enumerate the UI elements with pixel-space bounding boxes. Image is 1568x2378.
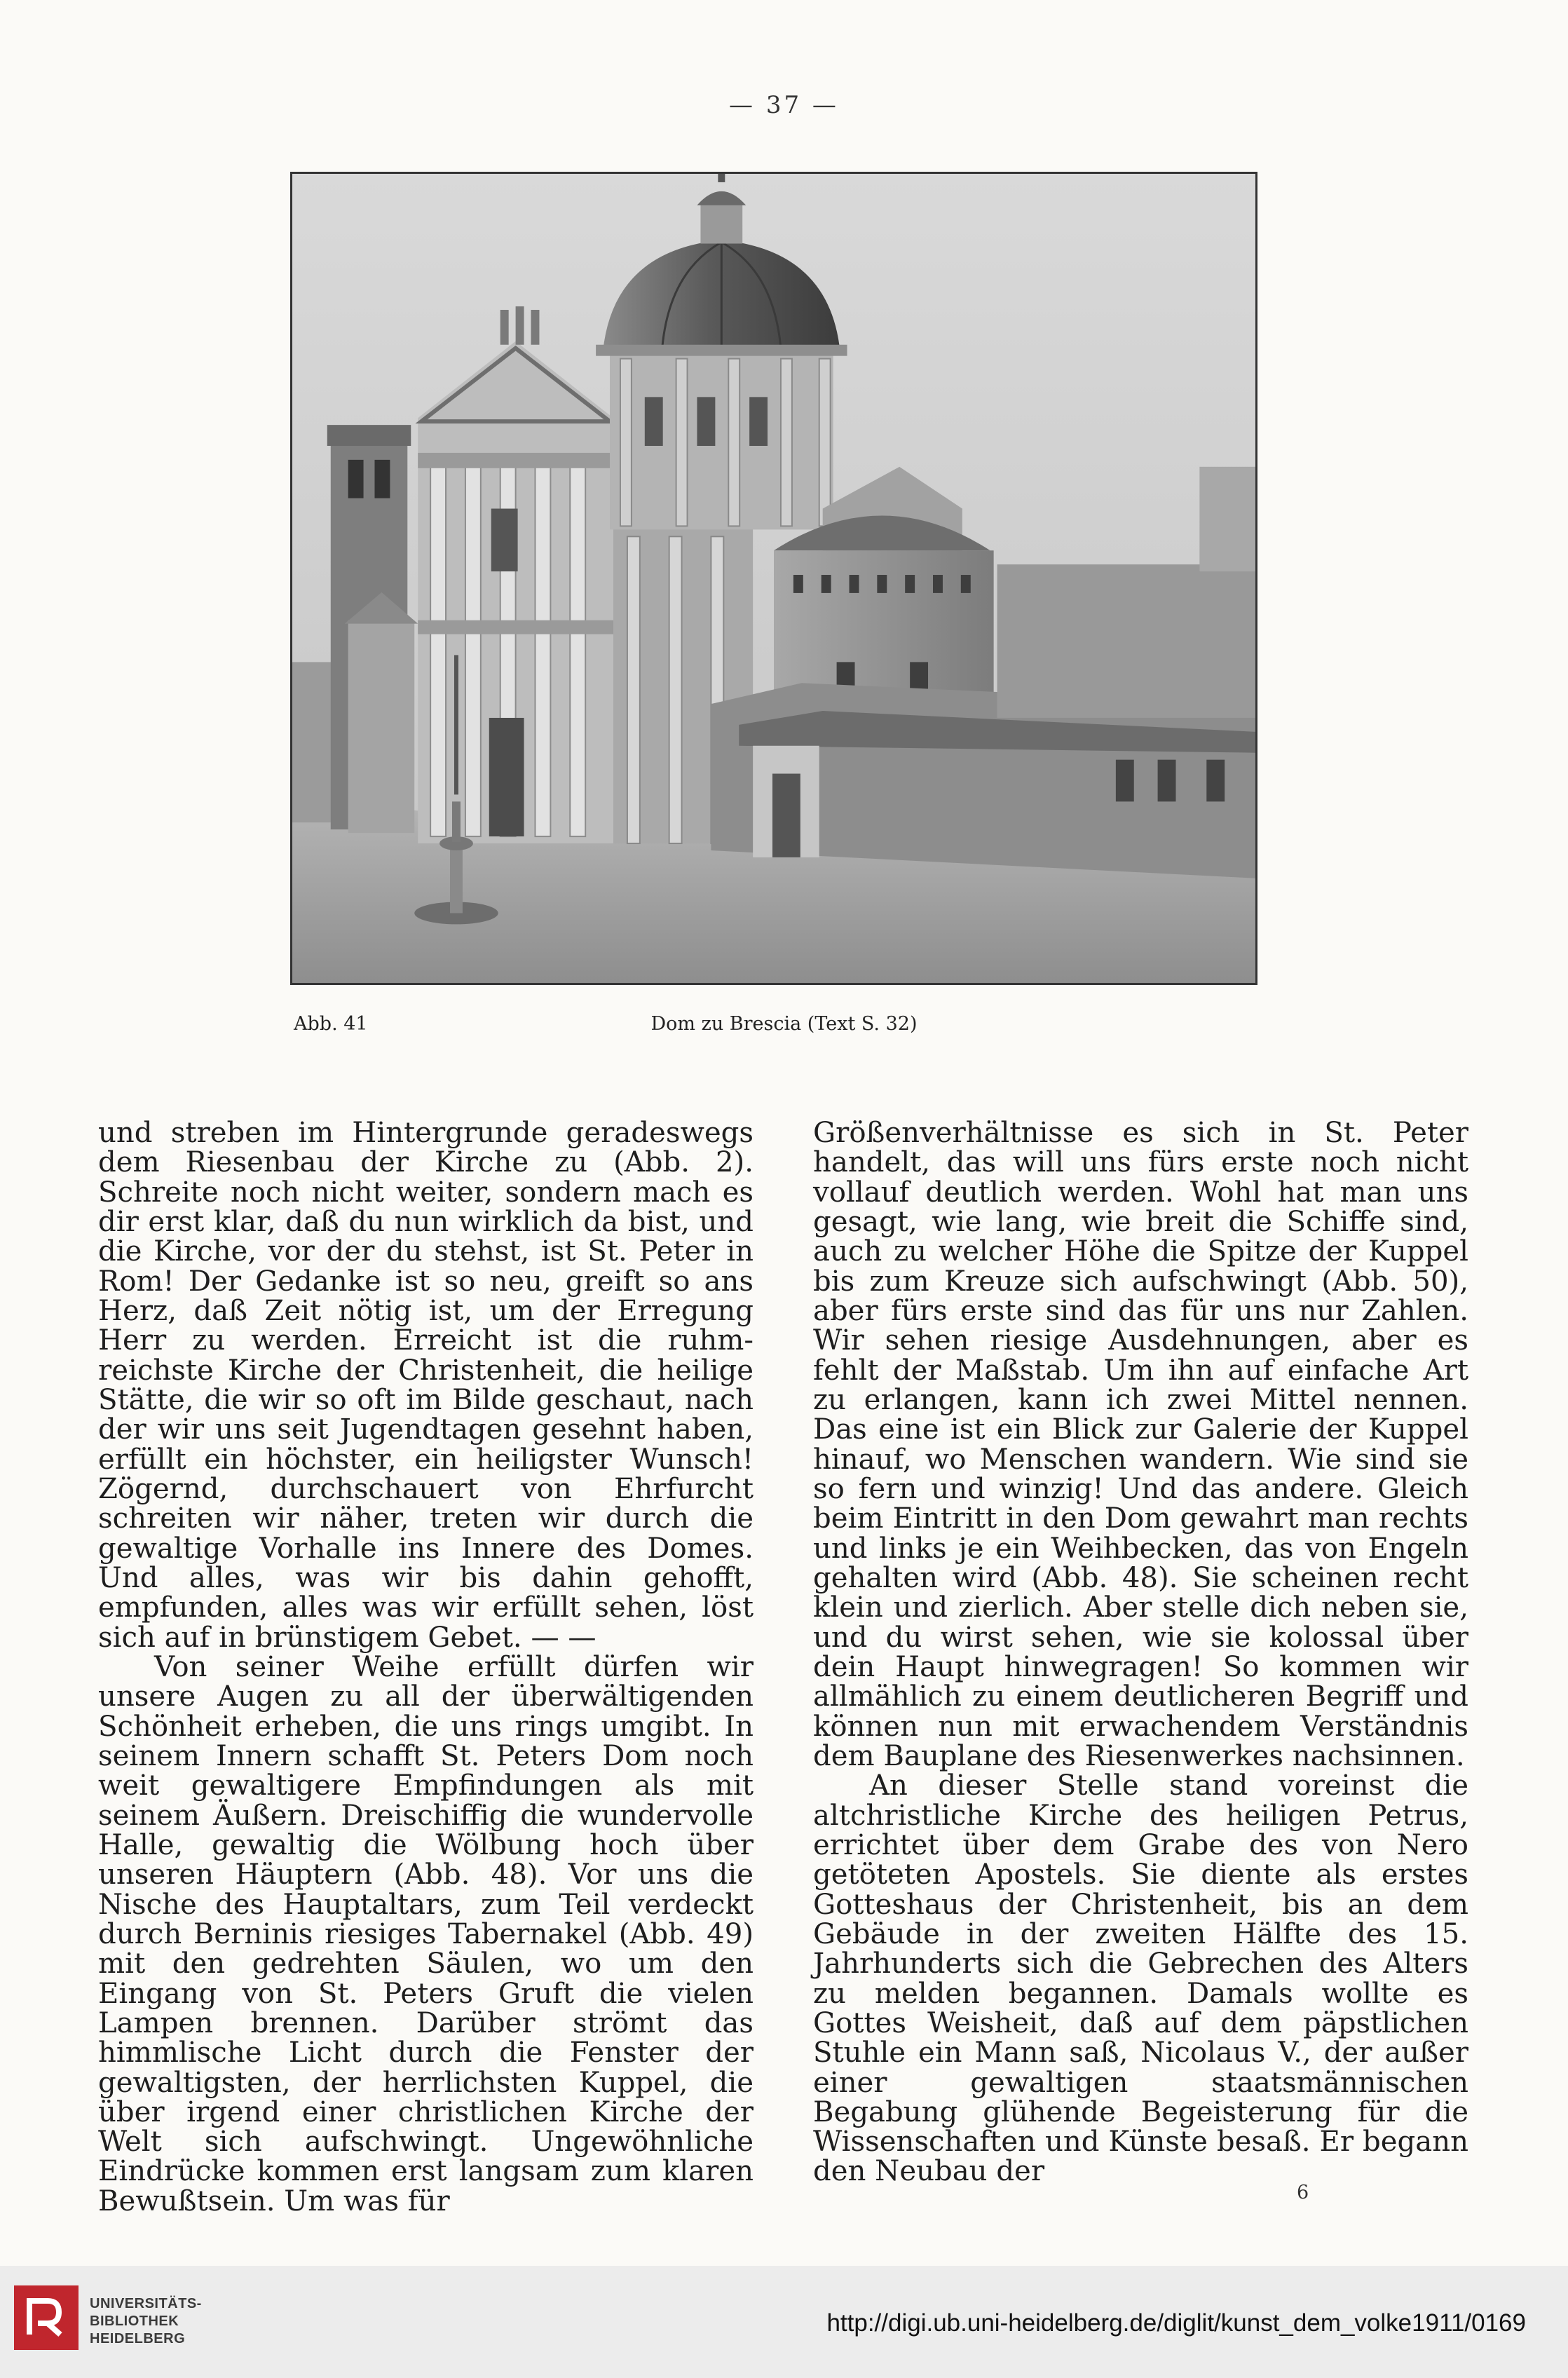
figure-label: Abb. 41 xyxy=(294,1013,368,1035)
text-column-right xyxy=(813,1118,1468,2187)
library-name[interactable] xyxy=(90,2295,202,2348)
paragraph: Von seiner Weihe erfüllt dürfen wir unsere Augen zu all der überwältigenden Schönheit erheben, die uns rings umgibt. In seinem Innern schafft St. Peters Dom noch weit gewaltigere Empfindungen als mit seinem Äußern. Dreischiffig die wundervolle Halle, gewaltig die Wölbung hoch über unseren Häuptern (Abb. 48). Vor uns die Nische des Hauptaltars, zum Teil verdeckt durch Berninis riesiges Tabernakel (Abb. 49) mit den gedrehten Säulen, wo um den Eingang von St. Peters Gruft die vielen Lampen brennen. Darüber strömt das himmlische Licht durch die Fenster der gewaltigsten, der herrlichsten Kuppel, die über irgend einer christlichen Kirche der Welt sich aufschwingt. Ungewöhnliche Eindrücke kommen erst langsam zum klaren Bewußtsein. Um was für xyxy=(98,1650,754,2217)
footer-bar xyxy=(0,2266,1568,2378)
text-column-left xyxy=(98,1118,754,2216)
paragraph: Größenverhältnisse es sich in St. Peter handelt, das will uns fürs erste noch nicht vollauf deutlich werden. Wohl hat man uns gesagt, wie lang, wie breit die Schiffe sind, auch zu welcher Höhe die Spitze der Kuppel bis zum Kreuze sich aufschwingt (Abb. 50), aber fürs erste sind das für uns nur Zahlen. Wir sehen riesige Ausdehnungen, aber es fehlt der Maßstab. Um ihn auf einfache Art zu erlangen, kann ich zwei Mittel nennen. Das eine ist ein Blick zur Galerie der Kuppel hinauf, wo Menschen wandern. Wie sind sie so fern und winzig! Und das andere. Gleich beim Eintritt in den Dom gewahrt man rechts und links je ein Weihbecken, das von Engeln gehalten wird (Abb. 48). Sie scheinen recht klein und zierlich. Aber stelle dich neben sie, und du wirst sehen, wie sie kolossal über dein Haupt hinwegragen! So kommen wir allmählich zu einem deutlicheren Begriff und können nun mit erwachendem Verständnis dem Bauplane des Riesenwerkes nachsinnen. xyxy=(813,1117,1468,1772)
source-url-link[interactable]: http://digi.ub.uni-heidelberg.de/diglit/kunst_dem_volke1911/0169 xyxy=(826,2309,1526,2337)
library-logo-icon[interactable] xyxy=(14,2285,79,2350)
page-number: — 37 — xyxy=(729,91,839,119)
paragraph: und streben im Hintergrunde geradeswegs dem Riesenbau der Kirche zu (Abb. 2). Schreite noch nicht weiter, sondern mach es dir erst klar, daß du nun wirklich da bist, und die Kirche, vor der du stehst, ist St. Peter in Rom! Der Gedanke ist so neu, greift so ans Herz, daß Zeit nötig ist, um der Erregung Herr zu werden. Erreicht ist die ruhmreichste Kirche der Christenheit, die heilige Stätte, die wir so oft im Bilde geschaut, nach der wir uns seit Jugendtagen gesehnt haben, erfüllt ein höchster, ein heiligster Wunsch! Zögernd, durchschauert von Ehrfurcht schreiten wir näher, treten wir durch die gewaltige Vorhalle ins Innere des Domes. Und alles, was wir bis dahin gehofft, empfunden, alles was wir erfüllt sehen, löst sich auf in brünstigem Gebet. — — xyxy=(98,1117,754,1654)
cathedral-photo xyxy=(290,172,1257,985)
printer-signature: 6 xyxy=(1297,2182,1309,2203)
library-name-line: BIBLIOTHEK xyxy=(90,2314,179,2329)
library-name-line: HEIDELBERG xyxy=(90,2331,186,2346)
brescia-cathedral-illustration xyxy=(292,174,1255,983)
paragraph: An dieser Stelle stand voreinst die altchristliche Kirche des heiligen Petrus, errichtet über dem Grabe des von Nero getöteten Apostels. Sie diente als erstes Gotteshaus der Christenheit, bis an dem Gebäude in der zweiten Hälfte des 15. Jahrhunderts sich die Gebrechen des Alters zu melden begannen. Damals wollte es Gottes Weisheit, daß auf dem päpstlichen Stuhle ein Mann saß, Nicolaus V., der außer einer gewaltigen staatsmännischen Begabung glühende Begeisterung für die Wissenschaften und Künste besaß. Er begann den Neubau der xyxy=(813,1769,1468,2188)
figure-caption: Dom zu Brescia (Text S. 32) xyxy=(650,1013,918,1035)
library-name-line: UNIVERSITÄTS- xyxy=(90,2296,202,2311)
